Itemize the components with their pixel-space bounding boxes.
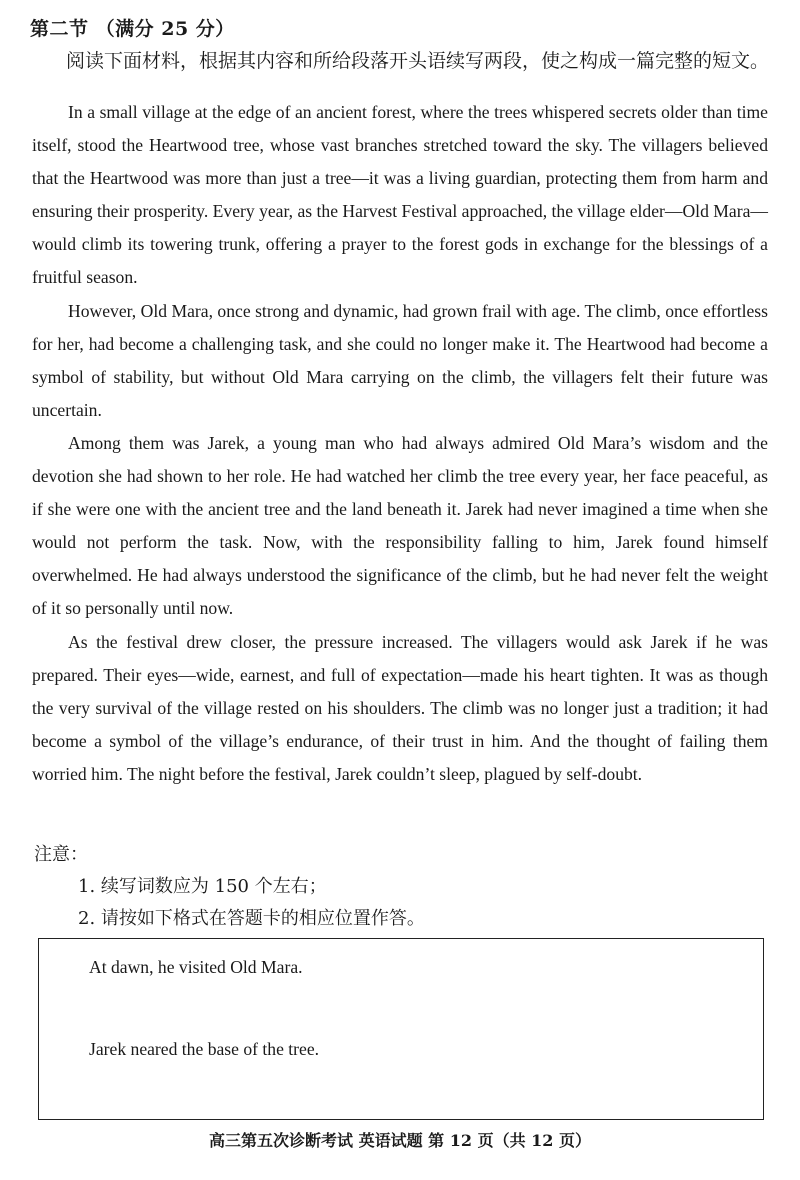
section-title: 第二节 （满分 25 分） <box>30 18 235 40</box>
paragraph-starter-2: Jarek neared the base of the tree. <box>89 1039 320 1059</box>
note-item-answer-format: 2. 请按如下格式在答题卡的相应位置作答。 <box>78 908 425 929</box>
passage-paragraph-3: Among them was Jarek, a young man who had always admired Old Mara’s wisdom and the devotion she had shown to her role. He had watched her climb the tree every year, her face peaceful, as if she were one with the ancient tree and the land beneath it. Jarek had never imagined a time when she would not perform the task. Now, with the responsibility falling to him, Jarek found himself overwhelmed. He had always understood the significance of the climb, but he had never felt the weight of it so personally until now. <box>32 432 768 619</box>
paragraph-starter-1: At dawn, he visited Old Mara. <box>89 957 303 977</box>
passage-paragraph-4: As the festival drew closer, the pressure increased. The villagers would ask Jarek if he was prepared. Their eyes—wide, earnest, and full of expectation—made his heart tighten. It was as though the very survival of the village rested on his shoulders. The climb was no longer just a tradition; it had become a symbol of the village’s endurance, of their trust in him. And the thought of failing them worried him. The night before the festival, Jarek couldn’t sleep, plagued by self-doubt. <box>32 631 768 784</box>
passage-paragraph-2: However, Old Mara, once strong and dynamic, had grown frail with age. The climb, once effortless for her, had become a challenging task, and she could no longer make it. The Heartwood had become a symbol of stability, but without Old Mara carrying on the climb, the villagers felt their future was uncertain. <box>32 300 768 420</box>
passage-paragraph-1: In a small village at the edge of an ancient forest, where the trees whispered secrets older than time itself, stood the Heartwood tree, whose vast branches stretched toward the sky. The villagers believed that the Heartwood was more than just a tree—it was a living guardian, protecting them from harm and ensuring their prosperity. Every year, as the Harvest Festival approached, the village elder—Old Mara—would climb its towering trunk, offering a prayer to the forest gods in exchange for the blessings of a fruitful season. <box>32 102 768 288</box>
page-footer: 高三第五次诊断考试 英语试题 第 12 页（共 12 页） <box>209 1131 591 1150</box>
note-item-word-count: 1. 续写词数应为 150 个左右； <box>78 876 327 897</box>
reading-passage <box>32 96 768 791</box>
answer-format-box <box>38 938 764 1120</box>
notes-heading: 注意： <box>34 844 88 865</box>
task-instruction: 阅读下面材料，根据其内容和所给段落开头语续写两段，使之构成一篇完整的短文。 <box>66 50 770 72</box>
